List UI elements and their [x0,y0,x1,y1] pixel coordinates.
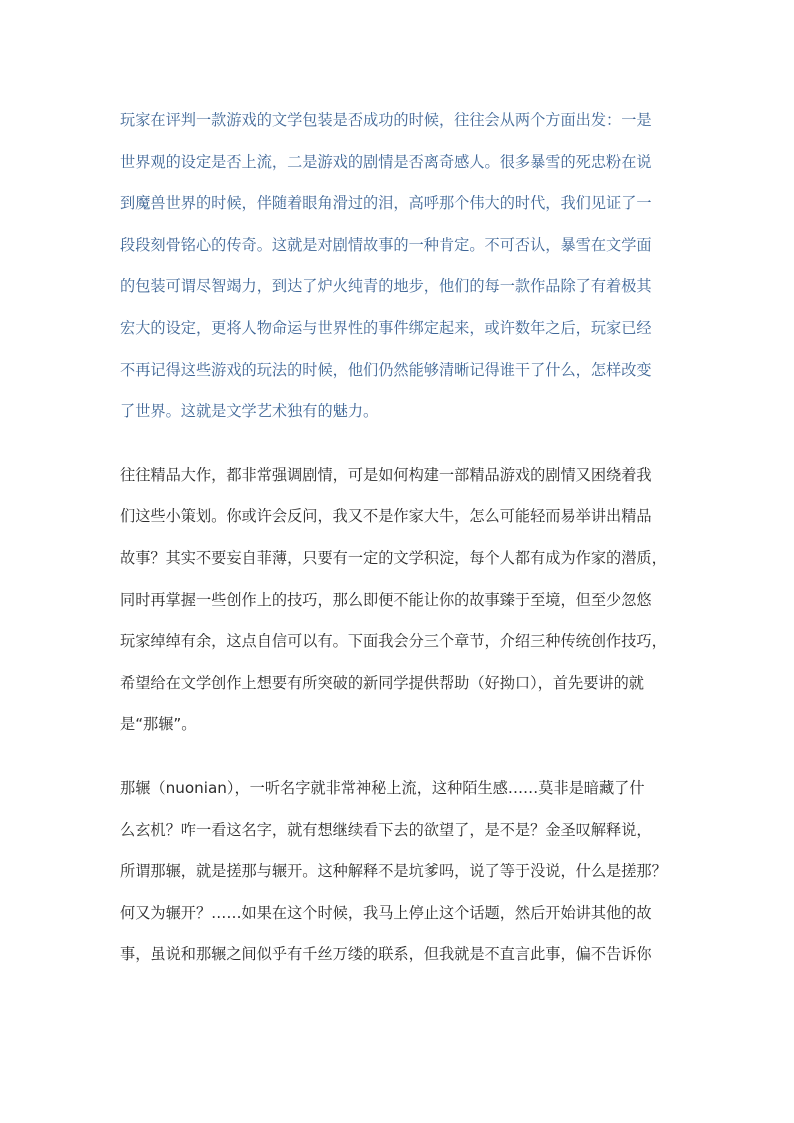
text-line: 往往精品大作，都非常强调剧情，可是如何构建一部精品游戏的剧情又困绕着我 [120,465,652,484]
paragraph-intro [120,100,680,433]
paragraph-third [120,768,680,976]
text-line: 不再记得这些游戏的玩法的时候，他们仍然能够清晰记得谁干了什么，怎样改变 [120,360,652,379]
text-line: 的包装可谓尽智竭力，到达了炉火纯青的地步，他们的每一款作品除了有着极其 [120,277,652,296]
text-line: 段段刻骨铭心的传奇。这就是对剧情故事的一种肯定。不可否认，暴雪在文学面 [120,235,652,254]
text-line: 么玄机？咋一看这名字，就有想继续看下去的欲望了，是不是？金圣叹解释说， [120,820,652,839]
text-line: 所谓那辗，就是搓那与辗开。这种解释不是坑爹吗，说了等于没说，什么是搓那？ [120,862,667,881]
text-line: 世界观的设定是否上流，二是游戏的剧情是否离奇感人。很多暴雪的死忠粉在说 [120,152,652,171]
text-line: 何又为辗开？……如果在这个时候，我马上停止这个话题，然后开始讲其他的故 [120,903,652,922]
text-line: 宏大的设定，更将人物命运与世界性的事件绑定起来，或许数年之后，玩家已经 [120,318,652,337]
text-line: 了世界。这就是文学艺术独有的魅力。 [120,402,379,421]
text-line: 故事？其实不要妄自菲薄，只要有一定的文学积淀，每个人都有成为作家的潜质， [120,548,667,567]
text-line: 玩家在评判一款游戏的文学包装是否成功的时候，往往会从两个方面出发：一是 [120,111,652,129]
text-line: 事，虽说和那辗之间似乎有千丝万缕的联系，但我就是不直言此事，偏不告诉你 [120,945,652,964]
paragraph-spacer [120,746,680,768]
text-line: 那辗（nuonian），一听名字就非常神秘上流，这种陌生感……莫非是暗藏了什 [120,778,645,797]
paragraph-second [120,455,680,746]
text-line: 同时再掌握一些创作上的技巧，那么即便不能让你的故事臻于至境，但至少忽悠 [120,590,652,609]
text-line: 们这些小策划。你或许会反问，我又不是作家大牛，怎么可能轻而易举讲出精品 [120,507,652,526]
paragraph-spacer [120,433,680,455]
text-line: 玩家绰绰有余，这点自信可以有。下面我会分三个章节，介绍三种传统创作技巧， [120,632,667,651]
text-line: 是“那辗”。 [120,715,197,734]
document-body [120,100,680,976]
text-line: 到魔兽世界的时候，伴随着眼角滑过的泪，高呼那个伟大的时代，我们见证了一 [120,194,652,213]
text-line: 希望给在文学创作上想要有所突破的新同学提供帮助（好拗口），首先要讲的就 [120,673,644,692]
